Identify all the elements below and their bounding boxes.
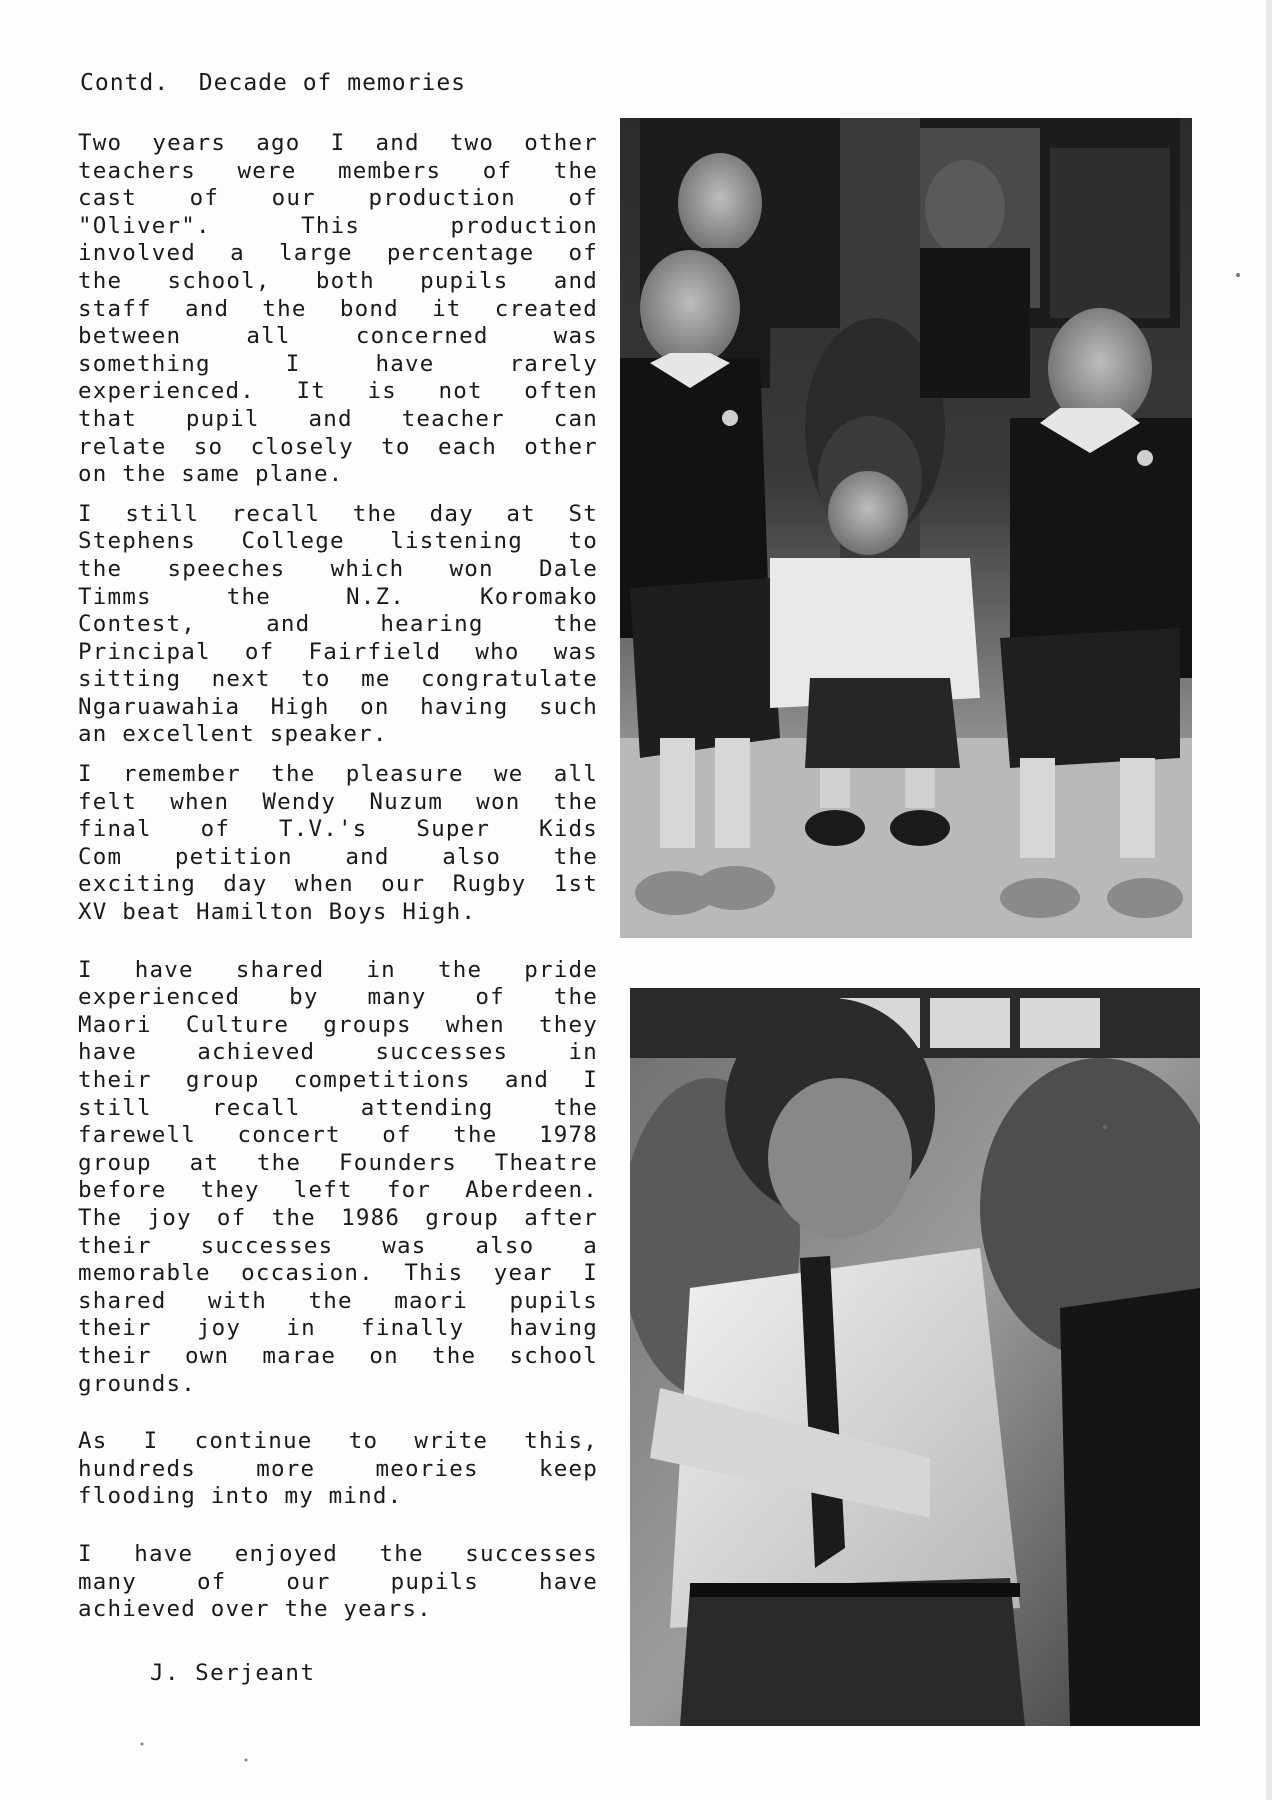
paragraph-line: their own marae on the school xyxy=(78,1342,598,1369)
paragraph-line: shared with the maori pupils xyxy=(78,1287,598,1314)
paragraph-line: between all concerned was xyxy=(78,323,598,350)
paragraph-line: grounds. xyxy=(78,1370,196,1397)
paragraph-line: Ngaruawahia High on having such xyxy=(78,693,598,720)
paragraph-line: XV beat Hamilton Boys High. xyxy=(78,899,477,926)
paragraph-line: hundreds more meories keep xyxy=(78,1455,598,1482)
teacher-portrait-photo xyxy=(630,988,1200,1726)
group-of-students-photo xyxy=(620,118,1192,938)
paragraph-line: As I continue to write this, xyxy=(78,1428,598,1455)
paragraph-line: the speeches which won Dale xyxy=(78,555,598,582)
paragraph-line: still recall attending the xyxy=(78,1094,598,1121)
paragraph-line: their joy in finally having xyxy=(78,1315,598,1342)
paragraph-line: relate so closely to each other xyxy=(78,433,598,460)
paragraph-line: Timms the N.Z. Koromako xyxy=(78,583,598,610)
paragraph-line: before they left for Aberdeen. xyxy=(78,1177,598,1204)
paragraph-line: their group competitions and I xyxy=(78,1067,598,1093)
paragraph-line: many of our pupils have xyxy=(78,1568,598,1595)
paragraph-line: teachers were members of the xyxy=(78,157,598,184)
paragraph-line: sitting next to me congratulate xyxy=(78,666,598,693)
paragraph-line: memorable occasion. This year I xyxy=(78,1260,598,1287)
paragraph-line: that pupil and teacher can xyxy=(78,405,598,432)
paragraph-line: experienced by many of the xyxy=(78,984,598,1011)
paragraph-line: exciting day when our Rugby 1st xyxy=(78,871,598,898)
paragraph-line: felt when Wendy Nuzum won the xyxy=(78,788,598,815)
paragraph-line: cast of our production of xyxy=(78,185,598,212)
article-paragraph xyxy=(78,501,598,749)
paragraph-line: the school, both pupils and xyxy=(78,267,598,294)
article-paragraph xyxy=(78,957,598,1399)
article-paragraph xyxy=(78,130,598,489)
article-paragraph xyxy=(78,1541,598,1624)
paragraph-line: "Oliver". This production xyxy=(78,212,598,239)
author-signature: J. Serjeant xyxy=(150,1660,316,1686)
paragraph-line: Stephens College listening to xyxy=(78,528,598,555)
paragraph-line: Principal of Fairfield who was xyxy=(78,638,598,665)
article-paragraph xyxy=(78,1428,598,1511)
article-paragraph xyxy=(78,761,598,927)
paragraph-line: have achieved successes in xyxy=(78,1039,598,1066)
paragraph-line: an excellent speaker. xyxy=(78,721,388,748)
paragraph-line: experienced. It is not often xyxy=(78,378,598,405)
paragraph-line: I have enjoyed the successes xyxy=(78,1540,598,1567)
page-heading: Contd. Decade of memories xyxy=(80,70,467,96)
paragraph-line: Com petition and also the xyxy=(78,843,598,870)
paragraph-line: achieved over the years. xyxy=(78,1596,432,1623)
paragraph-line: flooding into my mind. xyxy=(78,1483,403,1510)
paragraph-line: I still recall the day at St xyxy=(78,500,598,527)
article-body xyxy=(78,130,598,1636)
paragraph-line: Contest, and hearing the xyxy=(78,611,598,638)
paragraph-line: Maori Culture groups when they xyxy=(78,1011,598,1038)
paragraph-line: on the same plane. xyxy=(78,461,344,488)
paragraph-line: group at the Founders Theatre xyxy=(78,1149,598,1176)
paragraph-line: final of T.V.'s Super Kids xyxy=(78,816,598,843)
paragraph-line: farewell concert of the 1978 xyxy=(78,1122,598,1149)
paragraph-line: something I have rarely xyxy=(78,350,598,377)
paragraph-line: The joy of the 1986 group after xyxy=(78,1204,598,1231)
paragraph-line: involved a large percentage of xyxy=(78,240,598,267)
paragraph-line: I remember the pleasure we all xyxy=(78,761,598,788)
paragraph-line: I have shared in the pride xyxy=(78,956,598,983)
paragraph-line: staff and the bond it created xyxy=(78,295,598,322)
paragraph-line: their successes was also a xyxy=(78,1232,598,1259)
paragraph-line: Two years ago I and two other xyxy=(78,130,598,156)
